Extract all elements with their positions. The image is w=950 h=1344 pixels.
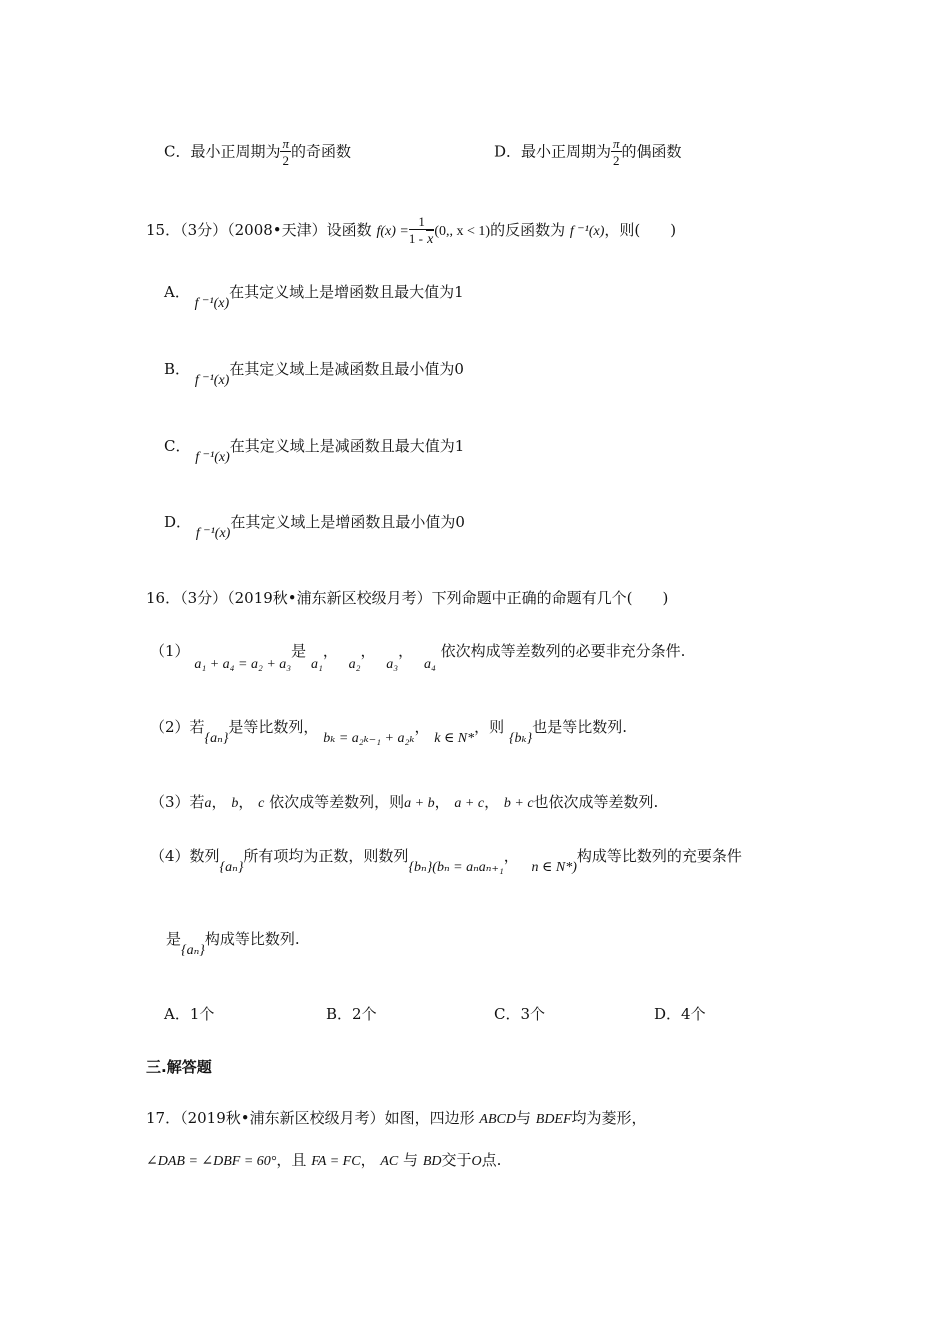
q15-option-a-label: A． xyxy=(164,283,190,301)
q15-option-b-label: B． xyxy=(164,360,191,378)
q17-angle: ∠DAB = ∠DBF = 60° xyxy=(146,1154,277,1169)
q16-s1-a2: a₂ xyxy=(348,657,361,672)
q16-s4-line2-an: {aₙ} xyxy=(181,943,205,958)
q14-option-d-label: D．最小正周期为 xyxy=(494,142,612,161)
q16-s1-is: 是 xyxy=(291,642,307,660)
q16-s3-ac: a + c xyxy=(454,796,485,811)
q16-s2-label: （2）若 xyxy=(150,718,205,736)
q16-option-b: B．2个 xyxy=(326,1005,377,1023)
q15-option-d-label: D． xyxy=(164,513,192,531)
q16-statement-2: （2）若{aₙ}是等比数列， bₖ = a₂ₖ₋₁ + a₂ₖ， k ∈ N*，则 {bₖ}也是等比数列. xyxy=(150,718,628,746)
q15-option-b xyxy=(164,359,464,388)
q16-option-c: C．3个 xyxy=(494,1005,546,1023)
q16-statement-1: （1） a₁ + a₄ = a₂ + a₃是 a₁， a₂， a₃， a₄ 依次构成等差数列的必要非充分条件. xyxy=(150,642,686,672)
q16-s1-a3: a₃ xyxy=(386,657,399,672)
q17-and: ，且 xyxy=(276,1151,307,1169)
q16-s3-label: （3）若 xyxy=(150,793,205,811)
q15-option-a-expr: f ⁻¹(x) xyxy=(194,296,230,311)
q15-option-b-text: 在其定义域上是减函数且最小值为0 xyxy=(229,360,464,378)
q16-statement-4-line-2 xyxy=(166,929,300,958)
q16-s3-tail: 也依次成等差数列. xyxy=(533,793,659,811)
q15-option-d xyxy=(164,512,465,541)
q16-s3-ab: a + b xyxy=(404,796,435,811)
q17-bdef: BDEF xyxy=(535,1112,572,1127)
q16-s4-tail: 构成等比数列的充要条件 xyxy=(576,847,742,865)
q15-option-d-expr: f ⁻¹(x) xyxy=(195,526,231,541)
q16-s4-line2-tail: 构成等比数列. xyxy=(204,930,300,948)
q16-statement-3: （3）若a， b， c 依次成等差数列，则a + b， a + c， b + c也依次成等差数列. xyxy=(150,793,659,811)
q15-mid: 的反函数为 xyxy=(490,221,566,239)
q15-option-c-label: C． xyxy=(164,437,191,455)
q16-s4-n: n ∈ N*) xyxy=(531,860,577,875)
q15-option-c-expr: f ⁻¹(x) xyxy=(195,450,230,465)
q17-bd: BD xyxy=(422,1154,442,1169)
q15-option-d-text: 在其定义域上是增函数且最小值为0 xyxy=(230,513,465,531)
q16-s4-an: {aₙ} xyxy=(219,860,244,875)
q14-option-c xyxy=(164,136,351,169)
q14-option-d xyxy=(494,136,682,169)
q14-option-c-fraction: $\frac{\pi}{2}$ xyxy=(282,136,289,168)
q14-option-c-tail: 的奇函数 xyxy=(291,142,352,161)
q15-option-a-text: 在其定义域上是增函数且最大值为1 xyxy=(229,283,464,301)
q16-s3-mid: 依次成等差数列，则 xyxy=(269,793,405,811)
q15-option-c-text: 在其定义域上是减函数且最大值为1 xyxy=(229,437,465,455)
q14-option-c-label: C．最小正周期为 xyxy=(164,142,281,161)
q16-s2-k: k ∈ N* xyxy=(434,731,475,746)
q16-s1-eq: a₁ + a₄ = a₂ + a₃ xyxy=(194,657,292,672)
q17-meet: 交于 xyxy=(441,1151,472,1169)
q16-s4-line2-pre: 是 xyxy=(166,930,182,948)
q16-option-d: D．4个 xyxy=(654,1005,706,1023)
q16-s4-label: （4）数列 xyxy=(150,847,220,865)
q16-statement-4: （4）数列{aₙ}所有项均为正数，则数列{bₙ}(bₙ = aₙaₙ₊₁， n ∈ N*)构成等比数列的充要条件 xyxy=(150,847,742,875)
q16-s1-label: （1） xyxy=(150,642,190,660)
q15-fraction: $\frac{1}{1 - x}$ xyxy=(408,214,434,247)
q16-s4-bn: {bₙ}(bₙ = aₙaₙ₊₁ xyxy=(408,860,504,875)
q16-s3-bc: b + c xyxy=(503,796,534,811)
q16-s2-bk: bₖ = a₂ₖ₋₁ + a₂ₖ xyxy=(323,731,415,746)
q17-ac: AC xyxy=(380,1154,399,1169)
q15-stem xyxy=(146,214,676,248)
q16-s3-b: b xyxy=(231,796,239,811)
q16-s4-mid: 所有项均为正数，则数列 xyxy=(243,847,409,865)
q16-s2-then: ，则 xyxy=(474,718,505,736)
q17-fafc: FA = FC xyxy=(311,1154,361,1169)
q15-tail: ，则( ) xyxy=(604,221,677,239)
q15-option-b-expr: f ⁻¹(x) xyxy=(194,373,230,388)
q17-line1-tail: 均为菱形， xyxy=(571,1109,647,1127)
q16-s2-tail: 也是等比数列. xyxy=(532,718,628,736)
q16-s1-a4: a₄ xyxy=(423,657,436,672)
q17-line-2: ∠DAB = ∠DBF = 60°，且 FA = FC， AC 与 BD交于O点. xyxy=(146,1151,502,1169)
q17-with: 与 xyxy=(515,1109,531,1127)
q17-o: O xyxy=(471,1154,482,1169)
q16-s1-a1: a₁ xyxy=(310,657,323,672)
q15-head: 15．（3分）（2008•天津）设函数 xyxy=(146,221,372,239)
q16-s2-bk2: {bₖ} xyxy=(508,731,533,746)
q15-finv: f ⁻¹(x) xyxy=(569,224,605,239)
q15-fx: f(x) = xyxy=(376,224,409,239)
q15-option-c xyxy=(164,436,465,465)
q15-domain: (0,, x < 1) xyxy=(434,224,491,239)
q14-option-d-fraction: $\frac{\pi}{2}$ xyxy=(613,136,620,168)
q16-s1-tail: 依次构成等差数列的必要非充分条件. xyxy=(440,642,686,660)
q17-line-1 xyxy=(146,1108,647,1130)
q16-s3-c: c xyxy=(258,796,265,811)
q16-s3-a: a xyxy=(204,796,212,811)
q15-option-a xyxy=(164,282,464,311)
q16-s2-mid: 是等比数列， xyxy=(228,718,319,736)
section-heading: 三.解答题 xyxy=(146,1058,212,1076)
q16-s2-an: {aₙ} xyxy=(204,731,229,746)
q16-option-a: A．1个 xyxy=(164,1005,215,1023)
q17-point: 点. xyxy=(481,1151,502,1169)
q16-stem: 16．（3分）（2019秋•浦东新区校级月考）下列命题中正确的命题有几个( ) xyxy=(146,589,669,607)
q17-head: 17．（2019秋•浦东新区校级月考）如图，四边形 xyxy=(146,1109,475,1127)
q17-abcd: ABCD xyxy=(479,1112,516,1127)
q17-with2: 与 xyxy=(403,1151,419,1169)
q14-option-d-tail: 的偶函数 xyxy=(621,142,682,161)
